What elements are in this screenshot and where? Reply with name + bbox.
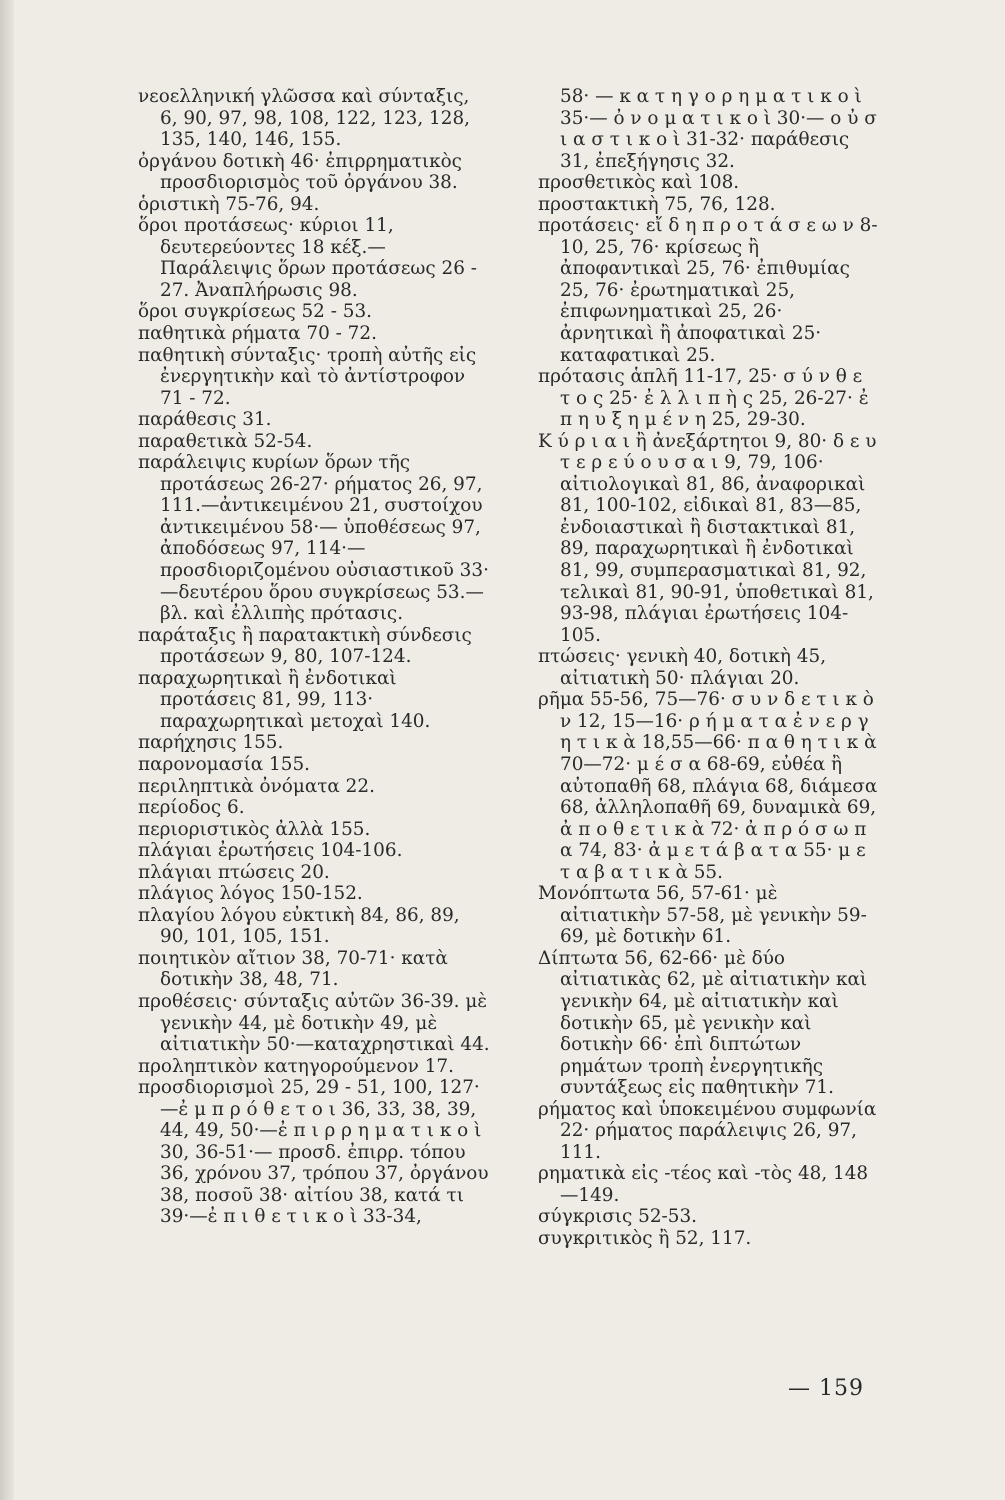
index-entry: πλάγιαι ἐρωτήσεις 104-106. — [138, 840, 403, 862]
index-entry: Μονόπτωτα 56, 57-61· μὲ αἰτιατικὴν 57-58, μὲ γενικὴν 59-69, μὲ δοτικὴν 61. — [538, 883, 867, 948]
index-column-left — [138, 86, 490, 1228]
index-entry: προσθετικὸς καὶ 108. — [538, 172, 740, 194]
index-entry: ὁριστικὴ 75-76, 94. — [138, 193, 320, 215]
index-entry: παθητικὴ σύνταξις· τροπὴ αὐτῆς εἰς ἐνεργητικὴν καὶ τὸ ἀντίστροφον 71 - 72. — [138, 344, 477, 409]
index-entry: 58· — κ α τ η γ ο ρ η μ α τ ι κ ο ὶ 35·— ὀ ν ο μ α τ ι κ ο ὶ 30·— ο ὐ σ ι α σ τ ι κ ο ὶ 31-32· παράθεσις 31, ἐπεξήγησις 32. — [560, 86, 877, 172]
index-column-right — [538, 86, 878, 1250]
index-entry: πλάγιος λόγος 150-152. — [138, 883, 363, 905]
page-number: — 159 — [788, 1376, 864, 1401]
page-binding-edge — [0, 0, 14, 1500]
index-entry: Κ ύ ρ ι α ι ἢ ἀνεξάρτητοι 9, 80· δ ε υ τ ε ρ ε ύ ο υ σ α ι 9, 79, 106· αἰτιολογικαὶ 81, 86, ἀναφορικαὶ 81, 100-102, εἰδικαὶ 81, 83—85, ἐνδοιαστικαὶ ἢ διστακτικαὶ 81, 89, παραχωρητικαὶ ἢ ἐνδοτικαὶ 81, 99, συμπερασματικαὶ 81, 92, τελικαὶ 81, 90-91, ὑποθετικαὶ 81, 93-98, πλάγιαι ἐρωτήσεις 104-105. — [538, 430, 877, 646]
index-entry: πρότασις ἁπλῆ 11-17, 25· σ ύ ν θ ε τ ο ς 25· ἐ λ λ ι π ὴ ς 25, 26-27· ἐ π η υ ξ η μ έ ν η 25, 29-30. — [538, 366, 869, 431]
index-entry: παράθεσις 31. — [138, 409, 272, 431]
index-entry: παράλειψις κυρίων ὅρων τῆς προτάσεως 26-27· ρήματος 26, 97, 111.—ἀντικειμένου 21, συστοίχου ἀντικειμένου 58·— ὑποθέσεως 97, ἀποδόσεως 97, 114·— προσδιοριζομένου οὐσιαστικοῦ 33·—δευτέρου ὅρου συγκρίσεως 53.—βλ. καὶ ἐλλιπὴς πρότασις. — [138, 452, 489, 625]
index-entry: παράταξις ἢ παρατακτικὴ σύνδεσις προτάσεων 9, 80, 107-124. — [138, 624, 472, 668]
index-entry: ὅροι προτάσεως· κύριοι 11, δευτερεύοντες 18 κέξ.— Παράλειψις ὅρων προτάσεως 26 - 27. Ἀναπλήρωσις 98. — [138, 215, 478, 301]
index-entry: παθητικὰ ρήματα 70 - 72. — [138, 323, 377, 345]
index-entry: νεοελληνική γλῶσσα καὶ σύνταξις, 6, 90, 97, 98, 108, 122, 123, 128, 135, 140, 146, 155. — [138, 86, 471, 151]
index-entry: προσδιορισμοὶ 25, 29 - 51, 100, 127·—ἐ μ π ρ ό θ ε τ ο ι 36, 33, 38, 39, 44, 49, 50·—ἐ π ι ρ ρ η μ α τ ι κ ο ὶ 30, 36-51·— προσδ. ἐπιρρ. τόπου 36, χρόνου 37, τρόπου 37, ὀργάνου 38, ποσοῦ 38· αἰτίου 38, κατά τι 39·—ἐ π ι θ ε τ ι κ ο ὶ 33-34, — [138, 1077, 489, 1228]
index-entry: προθέσεις· σύνταξις αὐτῶν 36-39. μὲ γενικὴν 44, μὲ δοτικὴν 49, μὲ αἰτιατικὴν 50·—καταχρηστικαὶ 44. — [138, 990, 490, 1056]
index-entry: προστακτικὴ 75, 76, 128. — [538, 193, 776, 215]
index-entry: παρήχησις 155. — [138, 732, 284, 754]
index-entry: παρονομασία 155. — [138, 753, 310, 775]
index-entry: σύγκρισις 52-53. — [538, 1206, 698, 1228]
index-entry: προτάσεις· εἴ δ η π ρ ο τ ά σ ε ω ν 8-10, 25, 76· κρίσεως ἢ ἀποφαντικαὶ 25, 76· ἐπιθυμίας 25, 76· ἐρωτηματικαὶ 25, ἐπιφωνηματικαὶ 25, 26· ἀρνητικαὶ ἢ ἀποφατικαὶ 25· καταφατικαὶ 25. — [538, 215, 878, 366]
index-entry: ρῆμα 55-56, 75—76· σ υ ν δ ε τ ι κ ὸ ν 12, 15—16· ρ ή μ α τ α ἐ ν ε ρ γ η τ ι κ ὰ 18,55—66· π α θ η τ ι κ ὰ 70—72· μ έ σ α 68-69, εὐθέα ἢ αὐτοπαθῆ 68, πλάγια 68, διάμεσα 68, ἀλληλοπαθῆ 69, δυναμικὰ 69, ἀ π ο θ ε τ ι κ ὰ 72· ἀ π ρ ό σ ω π α 74, 83· ἀ μ ε τ ά β α τ α 55· μ ε τ α β α τ ι κ ὰ 55. — [538, 689, 878, 883]
index-entry: περίοδος 6. — [138, 797, 245, 819]
index-entry: ρήματος καὶ ὑποκειμένου συμφωνία 22· ρήματος παράλειψις 26, 97, 111. — [538, 1098, 877, 1163]
index-entry: παραθετικὰ 52-54. — [138, 430, 313, 452]
index-entry: ὀργάνου δοτικὴ 46· ἐπιρρηματικὸς προσδιορισμὸς τοῦ ὀργάνου 38. — [138, 150, 462, 194]
index-entry: Δίπτωτα 56, 62-66· μὲ δύο αἰτιατικὰς 62, μὲ αἰτιατικὴν καὶ γενικὴν 64, μὲ αἰτιατικὴν καὶ δοτικὴν 65, μὲ γενικὴν καὶ δοτικὴν 66· ἐπὶ διπτώτων ρημάτων τροπὴ ἐνεργητικῆς συντάξεως εἰς παθητικὴν 71. — [538, 947, 868, 1099]
index-entry: περιοριστικὸς ἀλλὰ 155. — [138, 818, 371, 840]
index-entry: ρηματικὰ εἰς -τέος καὶ -τὸς 48, 148—149. — [538, 1163, 869, 1206]
index-entry: πτώσεις· γενικὴ 40, δοτικὴ 45, αἰτιατικὴ 50· πλάγιαι 20. — [538, 646, 827, 689]
index-entry: πλαγίου λόγου εὐκτικὴ 84, 86, 89, 90, 101, 105, 151. — [138, 904, 460, 948]
index-entry: ὅροι συγκρίσεως 52 - 53. — [138, 301, 373, 323]
index-entry: ποιητικὸν αἴτιον 38, 70-71· κατὰ δοτικὴν 38, 48, 71. — [138, 947, 448, 991]
index-entry: συγκριτικὸς ἢ 52, 117. — [538, 1227, 752, 1249]
index-entry: περιληπτικὰ ὀνόματα 22. — [138, 775, 375, 797]
index-entry: προληπτικὸν κατηγορούμενον 17. — [138, 1055, 454, 1077]
index-entry: παραχωρητικαὶ ἢ ἐνδοτικαὶ προτάσεις 81, 99, 113· παραχωρητικαὶ μετοχαὶ 140. — [138, 667, 431, 732]
index-entry: πλάγιαι πτώσεις 20. — [138, 861, 330, 883]
